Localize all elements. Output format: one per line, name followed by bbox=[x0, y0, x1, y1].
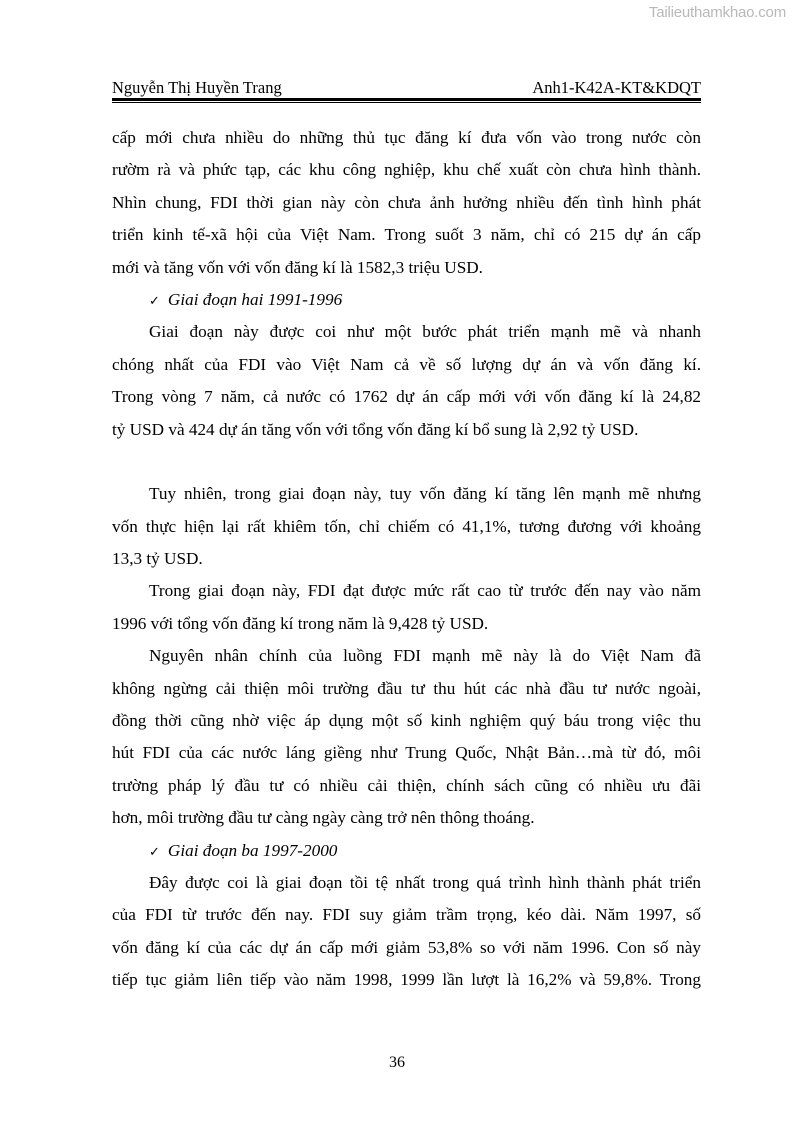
text-line: không ngừng cải thiện môi trường đầu tư thu hút các nhà đầu tư nước ngoài, bbox=[112, 678, 701, 698]
text-line: trường pháp lý đầu tư có nhiều cải thiện, chính sách cũng có nhiều ưu đãi bbox=[112, 775, 701, 795]
page-number: 36 bbox=[389, 1054, 405, 1071]
text-line: 13,3 tỷ USD. bbox=[112, 549, 203, 569]
watermark: Tailieuthamkhao.com bbox=[648, 4, 786, 21]
text-line: 1996 với tổng vốn đăng kí trong năm là 9,428 tỷ USD. bbox=[112, 613, 489, 633]
document-body bbox=[112, 122, 701, 997]
text-line: mới và tăng vốn với vốn đăng kí là 1582,3 triệu USD. bbox=[112, 257, 483, 277]
section-heading: Giai đoạn ba 1997-2000 bbox=[167, 840, 338, 860]
text-line: hút FDI của các nước láng giềng như Trung Quốc, Nhật Bản…mà từ đó, môi bbox=[112, 743, 701, 763]
paragraph bbox=[112, 478, 701, 575]
page-header bbox=[112, 76, 701, 98]
checkmark-icon: ✓ bbox=[149, 844, 160, 860]
text-line: chóng nhất của FDI vào Việt Nam cả về số lượng dự án và vốn đăng kí. bbox=[112, 354, 701, 374]
text-line: Giai đoạn này được coi như một bước phát triển mạnh mẽ và nhanh bbox=[149, 322, 701, 342]
text-line: rườm rà và phức tạp, các khu công nghiệp, khu chế xuất còn chưa hình thành. bbox=[112, 160, 701, 180]
text-line: cấp mới chưa nhiều do những thủ tục đăng kí đưa vốn vào trong nước còn bbox=[112, 128, 701, 147]
text-line: triển kinh tế-xã hội của Việt Nam. Trong suốt 3 năm, chỉ có 215 dự án cấp bbox=[112, 225, 701, 245]
section-heading-bullet bbox=[112, 284, 701, 316]
text-line: tỷ USD và 424 dự án tăng vốn với tổng vốn đăng kí bổ sung là 2,92 tỷ USD. bbox=[112, 419, 639, 439]
text-line: tiếp tục giảm liên tiếp vào năm 1998, 1999 lần lượt là 16,2% và 59,8%. Trong bbox=[112, 970, 701, 990]
text-line: hơn, môi trường đầu tư càng ngày càng trở nên thông thoáng. bbox=[112, 808, 535, 828]
text-line: của FDI từ trước đến nay. FDI suy giảm trầm trọng, kéo dài. Năm 1997, số bbox=[112, 905, 701, 925]
text-line: Nguyên nhân chính của luồng FDI mạnh mẽ này là do Việt Nam đã bbox=[149, 646, 701, 666]
paragraph bbox=[112, 316, 701, 446]
text-line: vốn thực hiện lại rất khiêm tốn, chỉ chiếm có 41,1%, tương đương với khoảng bbox=[112, 516, 701, 536]
paragraph bbox=[112, 867, 701, 997]
text-line: Trong giai đoạn này, FDI đạt được mức rất cao từ trước đến nay vào năm bbox=[149, 581, 701, 601]
header-author: Nguyễn Thị Huyền Trang bbox=[112, 78, 282, 97]
paragraph bbox=[112, 640, 701, 834]
header-class-code: Anh1-K42A-KT&KDQT bbox=[532, 78, 701, 97]
section-heading-bullet bbox=[112, 835, 701, 867]
checkmark-icon: ✓ bbox=[149, 293, 160, 309]
section-heading: Giai đoạn hai 1991-1996 bbox=[167, 289, 343, 309]
text-line: Đây được coi là giai đoạn tồi tệ nhất trong quá trình hình thành phát triển bbox=[149, 872, 701, 892]
header-rule bbox=[112, 98, 701, 103]
text-line: Tuy nhiên, trong giai đoạn này, tuy vốn đăng kí tăng lên mạnh mẽ nhưng bbox=[149, 484, 701, 504]
text-line: Trong vòng 7 năm, cả nước có 1762 dự án cấp mới với vốn đăng kí là 24,82 bbox=[112, 387, 701, 407]
text-line: Nhìn chung, FDI thời gian này còn chưa ảnh hưởng nhiều đến tình hình phát bbox=[112, 192, 701, 212]
blank-line bbox=[112, 446, 701, 478]
paragraph bbox=[112, 122, 701, 284]
text-line: vốn đăng kí của các dự án cấp mới giảm 53,8% so với năm 1996. Con số này bbox=[112, 937, 701, 957]
paragraph bbox=[112, 575, 701, 640]
text-line: đồng thời cũng nhờ việc áp dụng một số kinh nghiệm quý báu trong việc thu bbox=[112, 711, 701, 731]
